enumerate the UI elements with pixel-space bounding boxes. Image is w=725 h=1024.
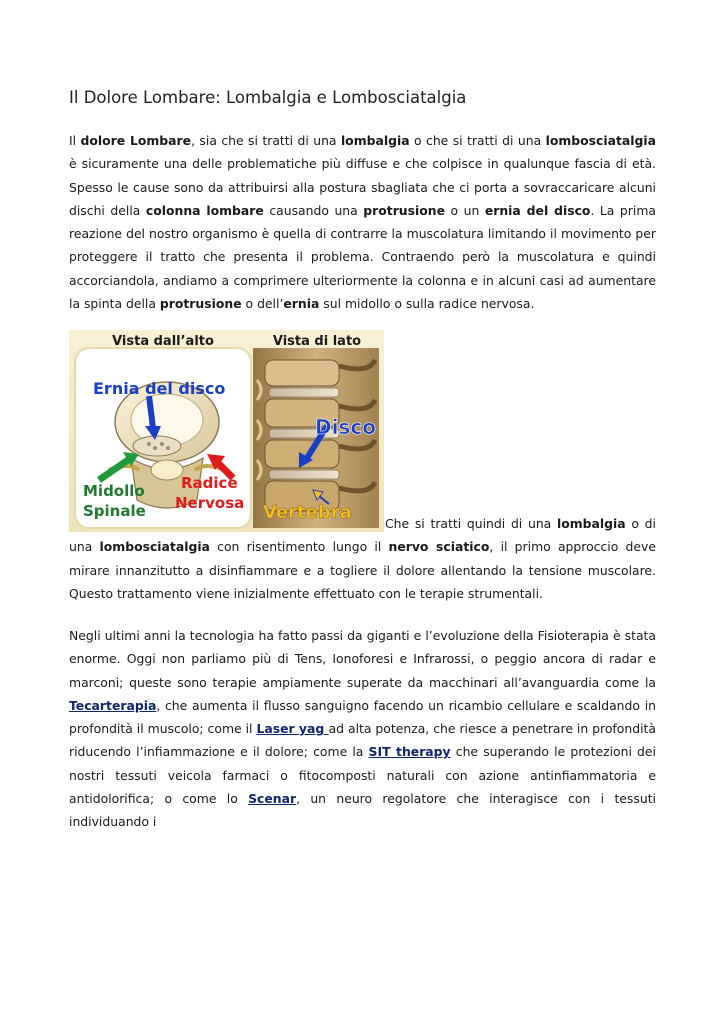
bold-term: protrusione [363,202,445,218]
bold-term: protrusione [159,296,242,312]
figure-label-ernia: Ernia del disco [93,379,226,398]
paragraph-treatment [69,512,656,605]
figure-label-radice-1: Radice [181,474,238,492]
figure-header-left: Vista dall’alto [112,334,214,349]
link-tecarterapia[interactable]: Tecarterapia [69,697,157,713]
bold-term: lombosciatalgia [545,133,656,148]
paragraph-treatment-text: Che si tratti quindi di una lombalgia o di una lombosciatalgia con risentimento lungo il nervo sciatico, il primo approccio deve mirare innanzitutto a disinfiammare e a togliere il dolore allentando la tensione muscolare. Questo trattamento viene inizialmente effettuato con le terapie strumentali. [69,516,656,601]
figure-label-radice-2: Nervosa [175,494,245,512]
bold-term: colonna lombare [145,202,264,218]
link-laser-yag[interactable]: Laser yag [256,721,329,737]
paragraph-intro: Il dolore Lombare, sia che si tratti di una lombalgia o che si tratti di una lombosciatalgia è sicuramente una delle problematiche più diffuse e che colpisce in qualunque fascia di età. Spesso le cause sono da attribuirsi alla postura sbagliata che ci porta a sovraccaricare alcuni dischi della colonna lombare causando una protrusione o un ernia del disco. La prima reazione del nostro organismo è quella di contrarre la muscolatura limitando il movimento per proteggere il tratto che presenta il problema. Contraendo però la muscolatura e quindi accorciandola, andiamo a comprimere ulteriormente la colonna e in alcuni casi ad aumentare la spinta della protrusione o dell’ernia sul midollo o sulla radice nervosa. [69,133,656,312]
paragraph-technology: Negli ultimi anni la tecnologia ha fatto passi da giganti e l’evoluzione della Fisioterapia è stata enorme. Oggi non parliamo più di Tens, Ionoforesi e Infrarossi, o peggio ancora di radar e marconi; queste sono terapie ampiamente superate da macchinari all’avanguardia come la Tecarterapia, che aumenta il flusso sanguigno facendo un ricambio cellulare e scaldando in profondità il muscolo; come il Laser yag ad alta potenza, che riesce a penetrare in profondità riducendo l’infiammazione e il dolore; come la SIT therapy che superando le protezioni dei nostri tessuti veicola farmaci o fitocomposti naturali con azione antinfiammatoria e antidolorifica; o come lo Scenar, un neuro regolatore che interagisce con i tessuti individuando i [69,628,656,830]
figure-header-right: Vista di lato [272,334,362,349]
figure-label-midollo-2: Spinale [83,502,146,520]
link-scenar[interactable]: Scenar [248,791,297,807]
bold-term: lombosciatalgia [99,539,210,555]
page-title: Il Dolore Lombare: Lombalgia e Lombosciatalgia [69,88,467,107]
bold-term: ernia [283,296,320,312]
spine-figure [69,330,384,532]
figure-label-disco: Disco [315,415,376,439]
bold-term: dolore Lombare [80,133,192,148]
bold-term: lombalgia [340,133,410,148]
figure-label-vertebra: Vertebra [263,502,352,523]
link-sit-therapy[interactable]: SIT therapy [368,744,451,760]
bold-term: nervo sciatico [388,539,490,555]
bold-term: ernia del disco [484,202,591,218]
bold-term: lombalgia [557,516,626,531]
spine-illustration [69,330,384,532]
figure-label-midollo-1: Midollo [83,482,145,500]
